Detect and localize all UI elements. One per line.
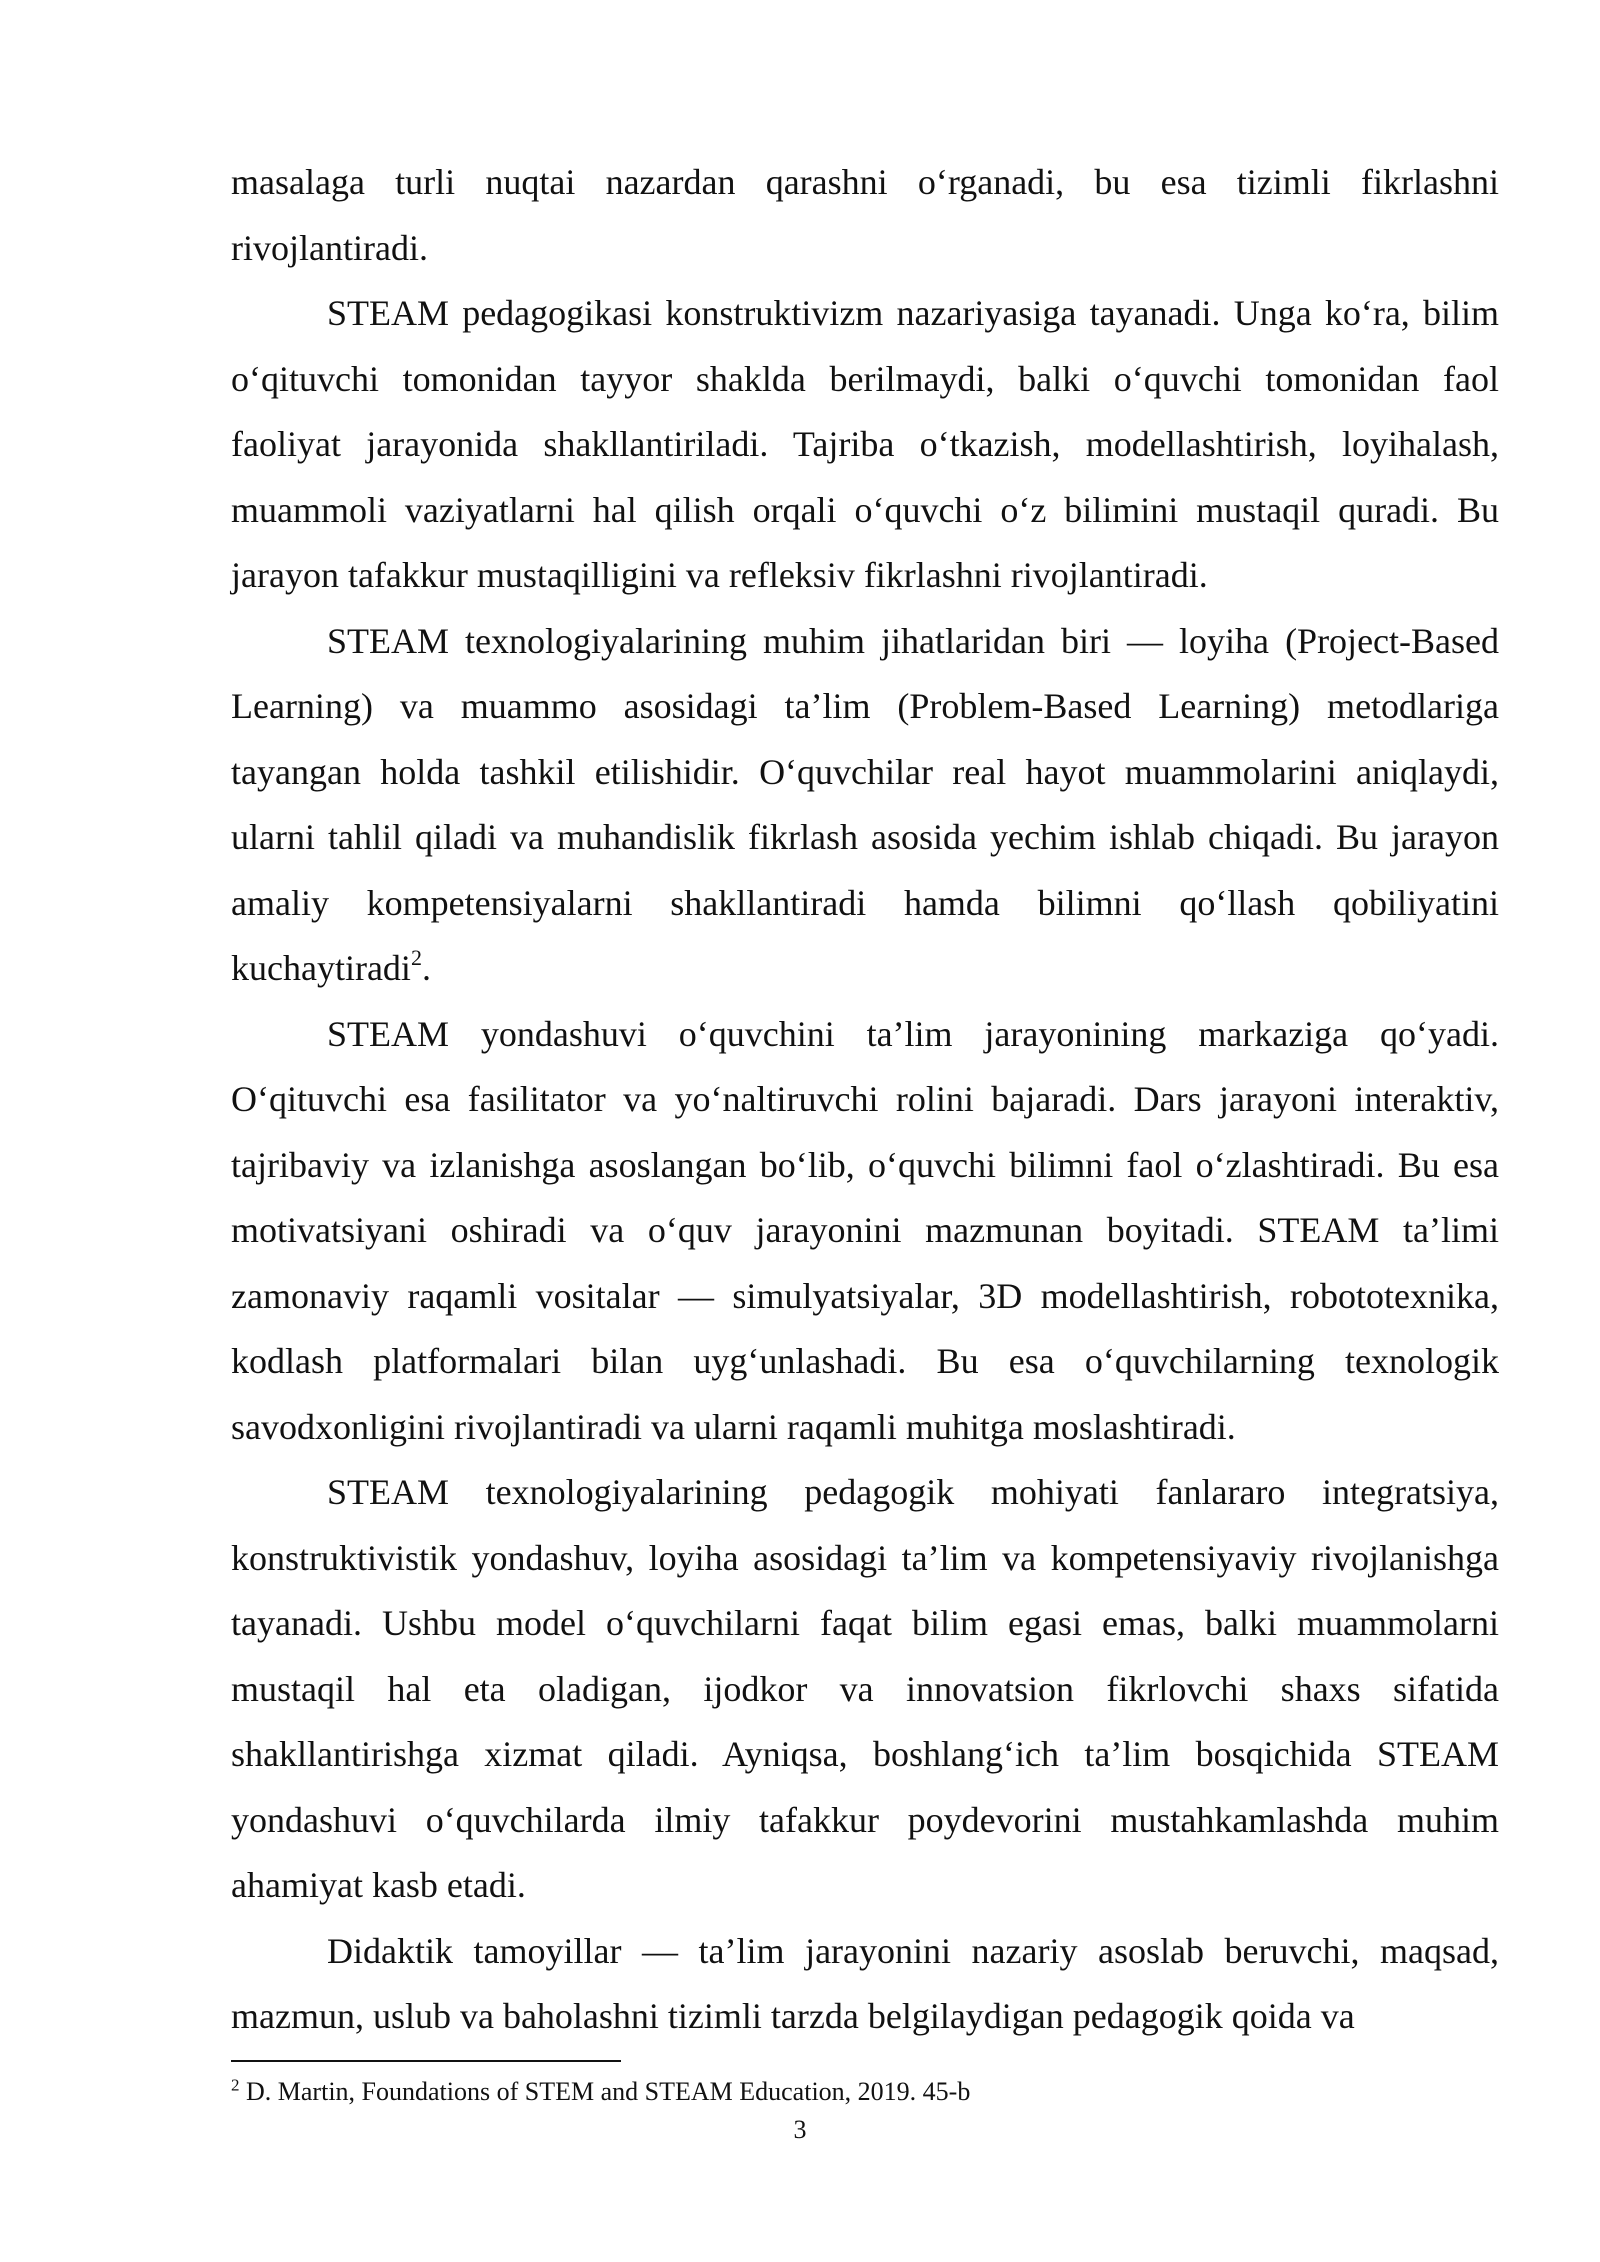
footnote <box>231 2074 1499 2110</box>
body-text <box>231 150 1499 2050</box>
paragraph-continuation: masalaga turli nuqtai nazardan qarashni o‘rganadi, bu esa tizimli fikrlashni rivojlantiradi. <box>231 162 1499 268</box>
paragraph-text: STEAM texnologiyalarining muhim jihatlaridan biri — loyiha (Project-Based Learning) va muammo asosidagi ta’lim (Problem-Based Learning) metodlariga tayangan holda tashkil etilishidir. O‘quvchilar real hayot muammolarini aniqlaydi, ularni tahlil qiladi va muhandislik fikrlash asosida yechim ishlab chiqadi. Bu jarayon amaliy kompetensiyalarni shakllantiradi hamda bilimni qo‘llash qobiliyatini kuchaytiradi <box>231 620 1499 988</box>
paragraph-didactic-principles: Didaktik tamoyillar — ta’lim jarayonini nazariy asoslab beruvchi, maqsad, mazmun, uslub va baholashni tizimli tarzda belgilaydigan pedagogik qoida va <box>231 1930 1499 2036</box>
paragraph-pedagogical-essence: STEAM texnologiyalarining pedagogik mohiyati fanlararo integratsiya, konstruktivistik yondashuv, loyiha asosidagi ta’lim va kompetensiyaviy rivojlanishga tayanadi. Ushbu model o‘quvchilarni faqat bilim egasi emas, balki muammolarni mustaqil hal eta oladigan, ijodkor va innovatsion fikrlovchi shaxs sifatida shakllantirishga xizmat qiladi. Ayniqsa, boshlang‘ich ta’lim bosqichida STEAM yondashuvi o‘quvchilarda ilmiy tafakkur poydevorini mustahkamlashda muhim ahamiyat kasb etadi. <box>231 1472 1499 1905</box>
paragraph-constructivism: STEAM pedagogikasi konstruktivizm nazariyasiga tayanadi. Unga ko‘ra, bilim o‘qituvchi tomonidan tayyor shaklda berilmaydi, balki o‘quvchi tomonidan faol faoliyat jarayonida shakllantiriladi. Tajriba o‘tkazish, modellashtirish, loyihalash, muammoli vaziyatlarni hal qilish orqali o‘quvchi o‘z bilimini mustaqil quradi. Bu jarayon tafakkur mustaqilligini va refleksiv fikrlashni rivojlantiradi. <box>231 293 1499 595</box>
footnote-reference: 2 <box>410 945 422 970</box>
paragraph-student-centered: STEAM yondashuvi o‘quvchini ta’lim jarayonining markaziga qo‘yadi. O‘qituvchi esa fasilitator va yo‘naltiruvchi rolini bajaradi. Dars jarayoni interaktiv, tajribaviy va izlanishga asoslangan bo‘lib, o‘quvchi bilimni faol o‘zlashtiradi. Bu esa motivatsiyani oshiradi va o‘quv jarayonini mazmunan boyitadi. STEAM ta’limi zamonaviy raqamli vositalar — simulyatsiyalar, 3D modellashtirish, robototexnika, kodlash platformalari bilan uyg‘unlashadi. Bu esa o‘quvchilarning texnologik savodxonligini rivojlantiradi va ularni raqamli muhitga moslashtiradi. <box>231 1013 1499 1447</box>
footnote-text: D. Martin, Foundations of STEM and STEAM Education, 2019. 45-b <box>239 2077 971 2106</box>
footnote-number: 2 <box>231 2075 240 2095</box>
page-number: 3 <box>793 2115 807 2144</box>
paragraph-project-based-learning <box>231 609 1499 1002</box>
paragraph-end-period: . <box>421 948 431 988</box>
footnote-separator <box>231 2060 621 2062</box>
